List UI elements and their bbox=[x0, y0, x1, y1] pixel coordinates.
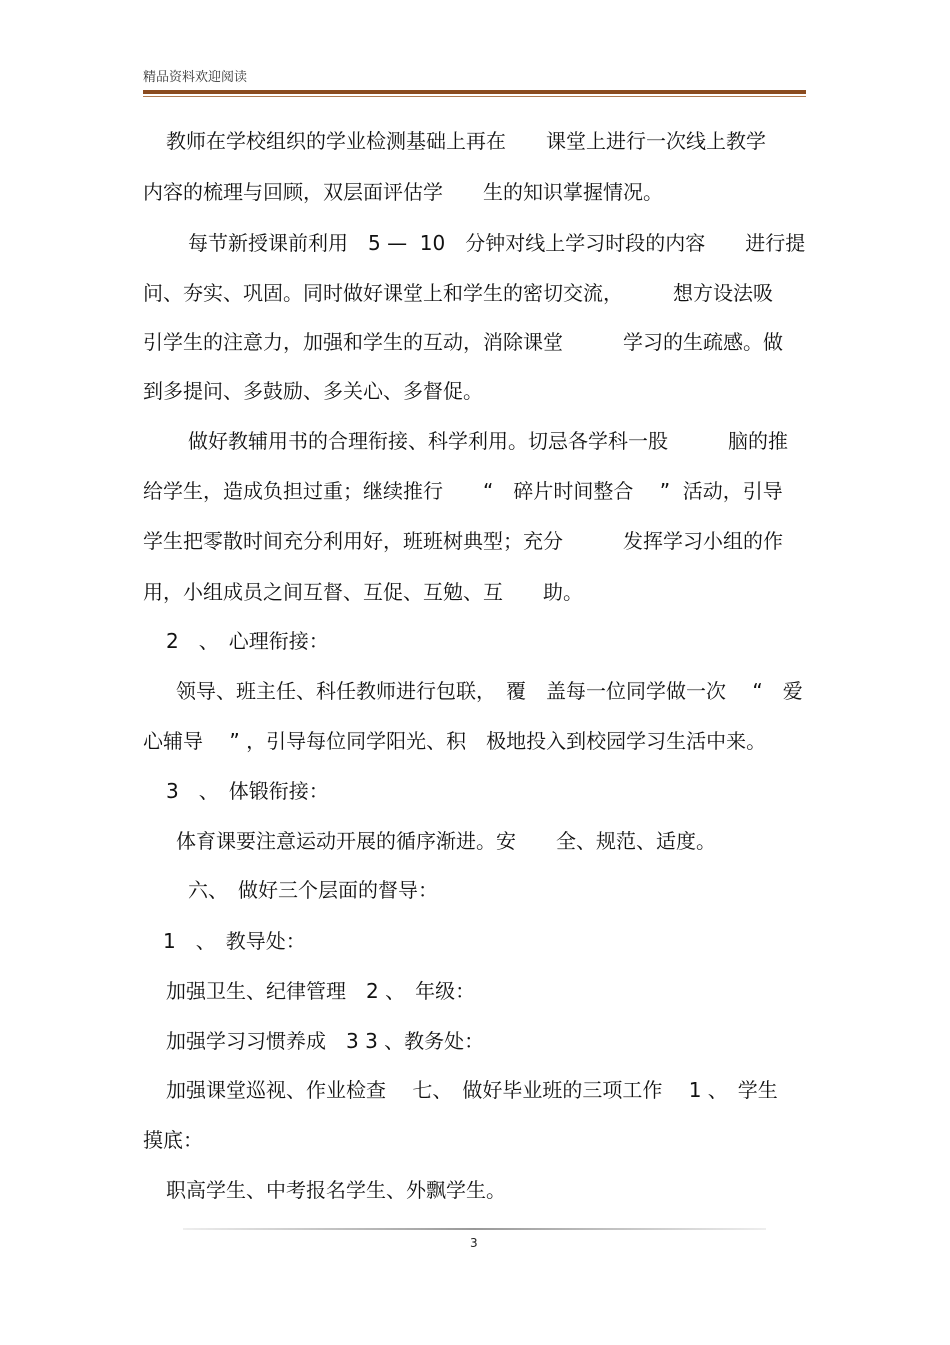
text-line: 每节新授课前利用 5 — 10 分钟对线上学习时段的内容 进行提 bbox=[188, 231, 806, 255]
text-line: 领导、班主任、科任教师进行包联， 覆 盖每一位同学做一次 “ 爱 bbox=[176, 679, 803, 703]
text-line: 教师在学校组织的学业检测基础上再在 课堂上进行一次线上教学 bbox=[166, 129, 766, 153]
text-line: 用，小组成员之间互督、互促、互勉、互 助。 bbox=[143, 580, 583, 604]
text-line: 到多提问、多鼓励、多关心、多督促。 bbox=[143, 379, 483, 403]
header-rule-thin bbox=[143, 96, 806, 97]
text-line: 内容的梳理与回顾，双层面评估学 生的知识掌握情况。 bbox=[143, 180, 663, 204]
text-line: 做好教辅用书的合理衔接、科学利用。切忌各学科一股 脑的推 bbox=[188, 429, 788, 453]
text-line: 引学生的注意力，加强和学生的互动，消除课堂 学习的生疏感。做 bbox=[143, 330, 783, 354]
section-heading: 1 、 教导处： bbox=[163, 929, 306, 953]
page-number: 3 bbox=[470, 1236, 478, 1250]
footer-rule bbox=[183, 1228, 766, 1230]
text-line: 加强学习习惯养成 3 3 、教务处： bbox=[166, 1029, 485, 1053]
text-line: 加强课堂巡视、作业检查 七、 做好毕业班的三项工作 1 、 学生 bbox=[166, 1078, 778, 1102]
text-line: 问、夯实、巩固。同时做好课堂上和学生的密切交流， 想方设法吸 bbox=[143, 281, 773, 305]
section-heading: 2 、 心理衔接： bbox=[166, 629, 329, 653]
section-heading: 六、 做好三个层面的督导： bbox=[188, 878, 438, 902]
header-title: 精品资料欢迎阅读 bbox=[143, 70, 248, 85]
text-line: 心辅导 ” ，引导每位同学阳光、积 极地投入到校园学习生活中来。 bbox=[143, 729, 767, 753]
section-heading: 3 、 体锻衔接： bbox=[166, 779, 329, 803]
text-line: 体育课要注意运动开展的循序渐进。安 全、规范、适度。 bbox=[176, 829, 716, 853]
header-rule bbox=[143, 90, 806, 94]
text-line: 加强卫生、纪律管理 2 、 年级： bbox=[166, 979, 476, 1003]
text-line: 摸底： bbox=[143, 1128, 203, 1152]
text-line: 学生把零散时间充分利用好，班班树典型；充分 发挥学习小组的作 bbox=[143, 529, 783, 553]
text-line: 职高学生、中考报名学生、外飘学生。 bbox=[166, 1178, 506, 1202]
text-line: 给学生，造成负担过重；继续推行 “ 碎片时间整合 ” 活动，引导 bbox=[143, 479, 783, 503]
